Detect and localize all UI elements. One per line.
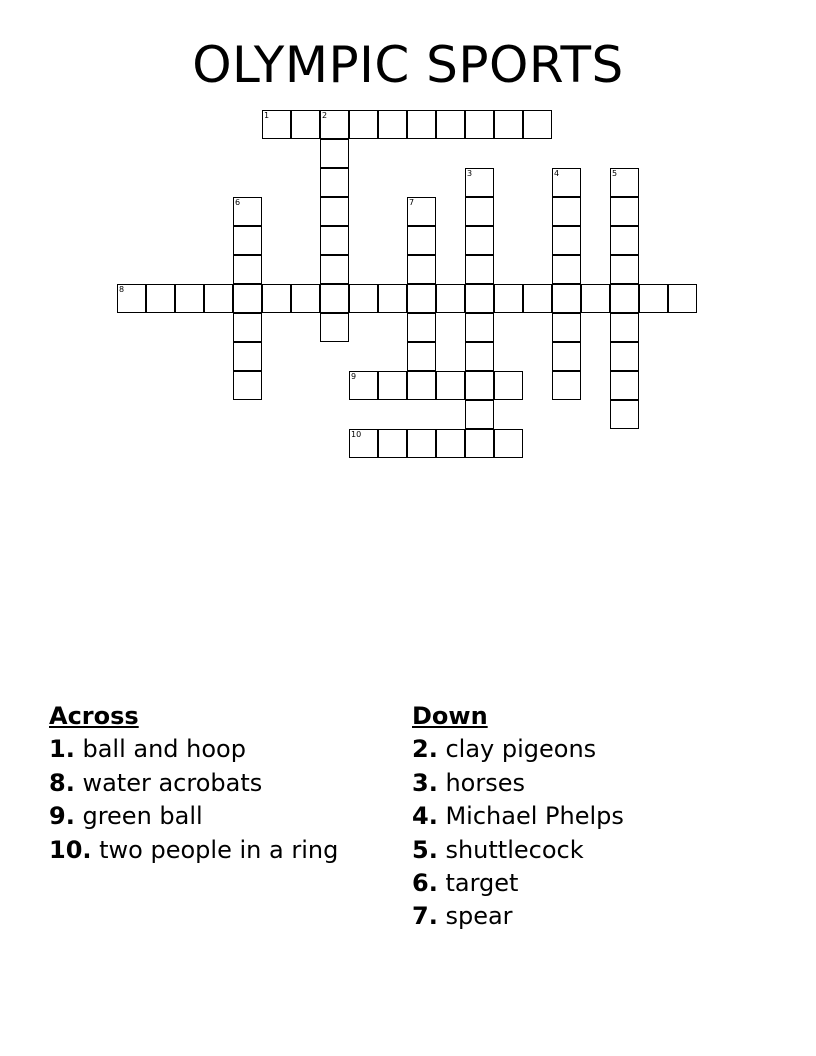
grid-cell[interactable] — [233, 284, 262, 313]
grid-cell[interactable] — [407, 197, 436, 226]
grid-cell[interactable] — [610, 371, 639, 400]
clue-text: green ball — [74, 802, 203, 831]
clue-text: Michael Phelps — [437, 802, 624, 831]
grid-cell[interactable] — [378, 371, 407, 400]
grid-cell[interactable] — [610, 342, 639, 371]
grid-cell[interactable] — [436, 429, 465, 458]
down-clues — [412, 700, 624, 934]
grid-cell[interactable] — [436, 110, 465, 139]
grid-cell[interactable] — [407, 313, 436, 342]
grid-cell[interactable] — [291, 284, 320, 313]
grid-cell[interactable] — [320, 110, 349, 139]
clue-number-label: 8 — [119, 285, 125, 294]
clue-number: 6. — [412, 869, 438, 898]
grid-cell[interactable] — [523, 284, 552, 313]
grid-cell[interactable] — [233, 371, 262, 400]
grid-cell[interactable] — [465, 313, 494, 342]
grid-cell[interactable] — [523, 110, 552, 139]
down-heading: Down — [412, 702, 488, 730]
grid-cell[interactable] — [610, 197, 639, 226]
grid-cell[interactable] — [320, 313, 349, 342]
grid-cell[interactable] — [465, 168, 494, 197]
clue-number: 7. — [412, 902, 438, 931]
grid-cell[interactable] — [320, 226, 349, 255]
grid-cell[interactable] — [552, 226, 581, 255]
clue-number: 3. — [412, 768, 438, 797]
clue-text: spear — [437, 902, 513, 931]
grid-cell[interactable] — [233, 342, 262, 371]
grid-cell[interactable] — [407, 342, 436, 371]
grid-cell[interactable] — [146, 284, 175, 313]
grid-cell[interactable] — [465, 255, 494, 284]
grid-cell[interactable] — [465, 110, 494, 139]
grid-cell[interactable] — [233, 197, 262, 226]
grid-cell[interactable] — [407, 110, 436, 139]
grid-cell[interactable] — [320, 197, 349, 226]
grid-cell[interactable] — [581, 284, 610, 313]
grid-cell[interactable] — [349, 110, 378, 139]
clue-number-label: 1 — [264, 111, 270, 120]
grid-cell[interactable] — [262, 110, 291, 139]
clue-text: ball and hoop — [74, 735, 246, 764]
clue-number: 5. — [412, 835, 438, 864]
grid-cell[interactable] — [465, 226, 494, 255]
grid-cell[interactable] — [552, 371, 581, 400]
grid-cell[interactable] — [436, 371, 465, 400]
clue-text: two people in a ring — [91, 835, 339, 864]
grid-cell[interactable] — [610, 226, 639, 255]
grid-cell[interactable] — [349, 429, 378, 458]
clue-number-label: 2 — [322, 111, 328, 120]
crossword-grid — [0, 0, 816, 480]
page-title: OLYMPIC SPORTS — [192, 36, 624, 94]
grid-cell[interactable] — [233, 313, 262, 342]
grid-cell[interactable] — [610, 400, 639, 429]
clue-item — [412, 767, 624, 800]
grid-cell[interactable] — [320, 168, 349, 197]
grid-cell[interactable] — [233, 255, 262, 284]
grid-cell[interactable] — [552, 197, 581, 226]
clue-number: 10. — [49, 835, 92, 864]
clue-number: 4. — [412, 802, 438, 831]
across-clues — [49, 700, 338, 867]
clue-item — [412, 900, 624, 933]
grid-cell[interactable] — [204, 284, 233, 313]
grid-cell[interactable] — [291, 110, 320, 139]
clue-number-label: 3 — [467, 169, 473, 178]
grid-cell[interactable] — [117, 284, 146, 313]
grid-cell[interactable] — [552, 255, 581, 284]
grid-cell[interactable] — [378, 284, 407, 313]
grid-cell[interactable] — [320, 139, 349, 168]
grid-cell[interactable] — [494, 429, 523, 458]
grid-cell[interactable] — [610, 313, 639, 342]
clue-item — [49, 733, 338, 766]
grid-cell[interactable] — [668, 284, 697, 313]
clue-number: 8. — [49, 768, 75, 797]
clue-text: target — [437, 869, 519, 898]
clue-number-label: 5 — [612, 169, 618, 178]
grid-cell[interactable] — [465, 284, 494, 313]
grid-cell[interactable] — [407, 226, 436, 255]
clue-item — [412, 800, 624, 833]
grid-cell[interactable] — [552, 313, 581, 342]
grid-cell[interactable] — [552, 284, 581, 313]
grid-cell[interactable] — [349, 371, 378, 400]
grid-cell[interactable] — [407, 284, 436, 313]
clue-number-label: 6 — [235, 198, 241, 207]
clue-item — [49, 834, 338, 867]
clue-number: 1. — [49, 735, 75, 764]
grid-cell[interactable] — [436, 284, 465, 313]
grid-cell[interactable] — [407, 429, 436, 458]
clue-number-label: 9 — [351, 372, 357, 381]
grid-cell[interactable] — [320, 255, 349, 284]
clue-text: shuttlecock — [437, 835, 584, 864]
clue-text: clay pigeons — [437, 735, 597, 764]
grid-cell[interactable] — [465, 197, 494, 226]
grid-cell[interactable] — [320, 284, 349, 313]
grid-cell[interactable] — [610, 168, 639, 197]
grid-cell[interactable] — [407, 255, 436, 284]
grid-cell[interactable] — [552, 168, 581, 197]
clue-item — [412, 867, 624, 900]
grid-cell[interactable] — [465, 342, 494, 371]
grid-cell[interactable] — [233, 226, 262, 255]
grid-cell[interactable] — [378, 429, 407, 458]
grid-cell[interactable] — [465, 429, 494, 458]
clue-item — [412, 834, 624, 867]
grid-cell[interactable] — [610, 284, 639, 313]
clue-text: water acrobats — [74, 768, 263, 797]
grid-cell[interactable] — [552, 342, 581, 371]
grid-cell[interactable] — [407, 371, 436, 400]
clue-number-label: 4 — [554, 169, 560, 178]
grid-cell[interactable] — [175, 284, 204, 313]
grid-cell[interactable] — [465, 400, 494, 429]
grid-cell[interactable] — [494, 110, 523, 139]
clue-number: 9. — [49, 802, 75, 831]
clue-text: horses — [437, 768, 525, 797]
grid-cell[interactable] — [349, 284, 378, 313]
grid-cell[interactable] — [262, 284, 291, 313]
grid-cell[interactable] — [378, 110, 407, 139]
clue-number-label: 10 — [351, 430, 362, 439]
clue-number-label: 7 — [409, 198, 415, 207]
clue-item — [49, 800, 338, 833]
clue-item — [412, 733, 624, 766]
grid-cell[interactable] — [494, 284, 523, 313]
across-heading: Across — [49, 702, 139, 730]
clue-item — [49, 767, 338, 800]
grid-cell[interactable] — [639, 284, 668, 313]
grid-cell[interactable] — [494, 371, 523, 400]
grid-cell[interactable] — [465, 371, 494, 400]
clue-number: 2. — [412, 735, 438, 764]
grid-cell[interactable] — [610, 255, 639, 284]
